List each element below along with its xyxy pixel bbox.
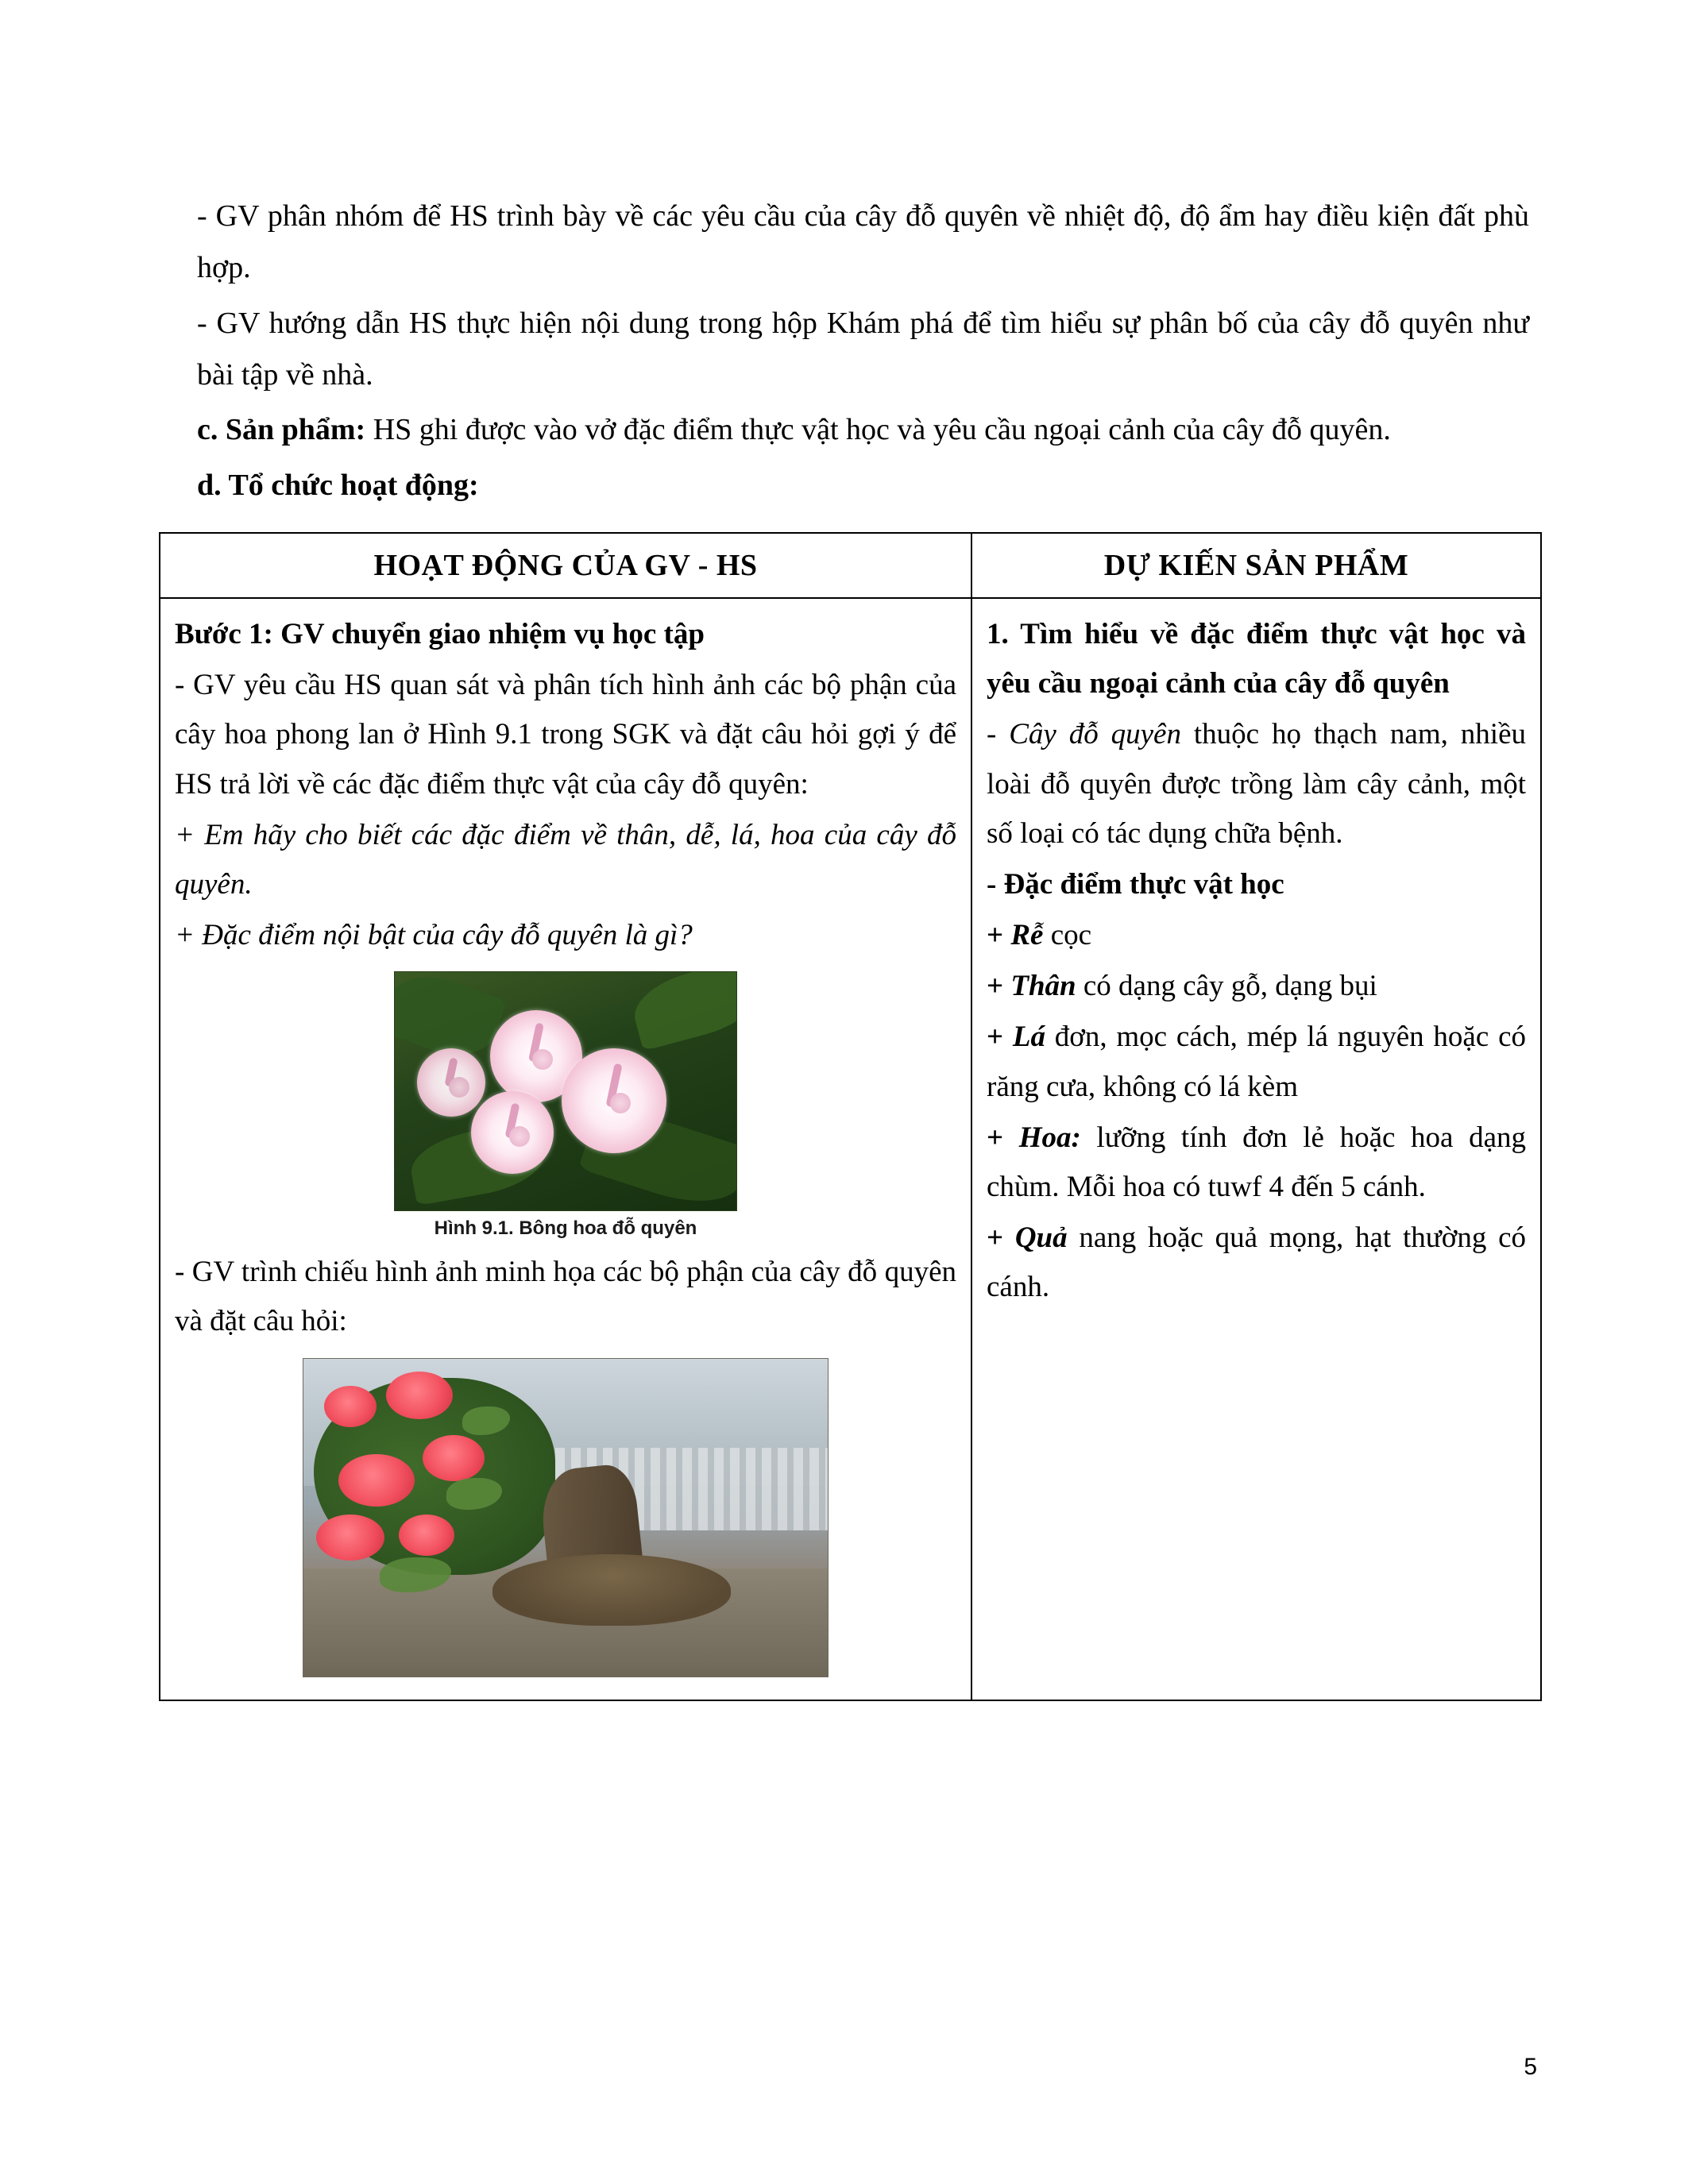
azalea-flower-image (394, 971, 737, 1211)
activity-table (159, 532, 1542, 1700)
item-mark: + (987, 1121, 1019, 1154)
item-rest: lưỡng tính đơn lẻ hoặc hoa dạng chùm. Mỗi hoa có tuwf 4 đến 5 cánh. (987, 1121, 1526, 1203)
figure-azalea-bonsai (175, 1358, 956, 1677)
product-subtitle: - Đặc điểm thực vật học (987, 867, 1284, 901)
item-rest: nang hoặc quả mọng, hạt thường có cánh. (987, 1221, 1526, 1304)
figure-azalea-flower (175, 971, 956, 1240)
azalea-bonsai-image (303, 1358, 829, 1677)
figure-caption: Hình 9.1. Bông hoa đỗ quyên (434, 1217, 697, 1240)
product-title: 1. Tìm hiểu về đặc điểm thực vật học và yêu cầu ngoại cảnh của cây đỗ quyên (987, 618, 1526, 700)
activity-question-1: + Em hãy cho biết các đặc điểm về thân, dễ, lá, hoa của cây đỗ quyên. (175, 818, 956, 901)
product-intro (987, 710, 1526, 858)
product-item (987, 1113, 1526, 1212)
table-header-product: DỰ KIẾN SẢN PHẨM (971, 533, 1541, 598)
intro-paragraph-2: - GV hướng dẫn HS thực hiện nội dung trong hộp Khám phá để tìm hiểu sự phân bố của cây đỗ quyên như bài tập về nhà. (197, 306, 1529, 392)
item-rest: đơn, mọc cách, mép lá nguyên hoặc có răng cưa, không có lá kèm (987, 1021, 1526, 1103)
item-mark: + (987, 919, 1011, 952)
product-item (987, 962, 1526, 1011)
item-mark: + (987, 1221, 1015, 1255)
item-term: Quả (1014, 1221, 1068, 1255)
step-title: Bước 1: GV chuyển giao nhiệm vụ học tập (175, 618, 705, 651)
product-intro-italic: - Cây đỗ quyên (987, 718, 1181, 751)
activity-paragraph-2: - GV trình chiếu hình ảnh minh họa các bộ phận của cây đỗ quyên và đặt câu hỏi: (175, 1256, 956, 1338)
item-mark: + (987, 970, 1011, 1003)
cell-activity (160, 598, 971, 1700)
organize-heading: d. Tổ chức hoạt động: (197, 468, 479, 502)
table-header-row (160, 533, 1541, 598)
product-paragraph (159, 404, 1529, 456)
cell-expected-product (971, 598, 1541, 1700)
product-item (987, 911, 1526, 960)
product-intro-rest: thuộc họ thạch nam, nhiều loài đỗ quyên được trồng làm cây cảnh, một số loại có tác dụng chữa bệnh. (987, 718, 1526, 850)
activity-question-2: + Đặc điểm nội bật của cây đỗ quyên là gì? (175, 919, 693, 952)
activity-paragraph-1: - GV yêu cầu HS quan sát và phân tích hình ảnh các bộ phận của cây hoa phong lan ở Hình 9.1 trong SGK và đặt câu hỏi gợi ý để HS trả lời về các đặc điểm thực vật của cây đỗ quyên: (175, 669, 956, 801)
item-rest: cọc (1043, 919, 1092, 952)
product-label: c. Sản phẩm: (197, 413, 366, 447)
table-header-activity: HOẠT ĐỘNG CỦA GV - HS (160, 533, 971, 598)
item-term: Lá (1012, 1021, 1045, 1054)
item-term: Rễ (1010, 919, 1044, 952)
item-rest: có dạng cây gỗ, dạng bụi (1076, 970, 1377, 1003)
item-term: Thân (1010, 970, 1076, 1003)
intro-paragraph-1: - GV phân nhóm để HS trình bày về các yêu cầu của cây đỗ quyên về nhiệt độ, độ ẩm hay điều kiện đất phù hợp. (197, 199, 1529, 285)
table-body-row (160, 598, 1541, 1700)
product-item (987, 1214, 1526, 1312)
item-mark: + (987, 1021, 1013, 1054)
page-number: 5 (1524, 2054, 1537, 2080)
item-term: Hoa: (1018, 1121, 1081, 1154)
product-text: HS ghi được vào vở đặc điểm thực vật học và yêu cầu ngoại cảnh của cây đỗ quyên. (365, 413, 1391, 447)
product-item (987, 1013, 1526, 1111)
